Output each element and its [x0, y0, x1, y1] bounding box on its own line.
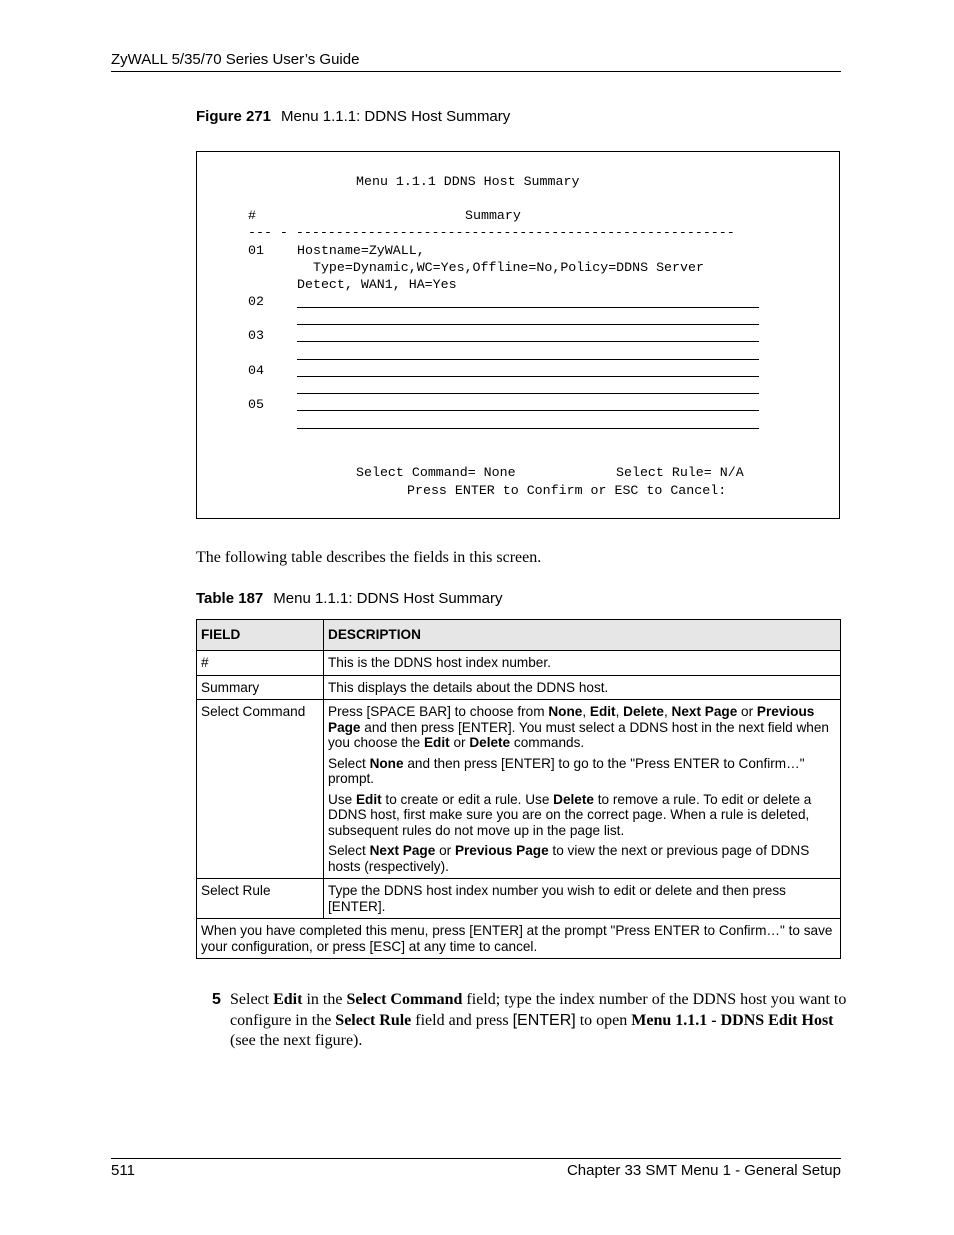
- table-row: [197, 651, 841, 676]
- empty-entry-line: [297, 376, 759, 377]
- row-summary-line: Type=Dynamic,WC=Yes,Offline=No,Policy=DDNS Server: [297, 260, 704, 275]
- intro-paragraph: The following table describes the fields in this screen.: [196, 549, 542, 566]
- step-5: [212, 990, 852, 1052]
- empty-entry-line: [297, 410, 759, 411]
- table-note: When you have completed this menu, press [ENTER] at the prompt "Press ENTER to Confirm…" to save your configuration, or press [ESC] at any time to cancel.: [197, 919, 841, 959]
- field-cell: Summary: [197, 675, 324, 700]
- screen-title: Menu 1.1.1 DDNS Host Summary: [356, 174, 580, 189]
- table-header-row: [197, 620, 841, 651]
- table-row: [197, 675, 841, 700]
- running-header: ZyWALL 5/35/70 Series User’s Guide: [111, 51, 360, 68]
- row-summary-line: Detect, WAN1, HA=Yes: [297, 277, 457, 292]
- empty-entry-line: [297, 393, 759, 394]
- row-summary-line: Hostname=ZyWALL,: [297, 243, 425, 258]
- description-cell: This displays the details about the DDNS host.: [324, 675, 841, 700]
- column-num-header: #: [248, 208, 256, 223]
- figure-label: Figure 271: [196, 108, 272, 125]
- table-row: [197, 700, 841, 879]
- select-rule-prompt: Select Rule= N/A: [616, 465, 744, 480]
- field-cell: Select Command: [197, 700, 324, 879]
- select-command-prompt: Select Command= None: [356, 465, 516, 480]
- description-column-header: DESCRIPTION: [324, 620, 841, 651]
- page-number: 511: [111, 1162, 135, 1179]
- field-cell: Select Rule: [197, 879, 324, 919]
- description-cell: [324, 700, 841, 879]
- row-number: 04: [248, 363, 264, 378]
- description-paragraph: Press [SPACE BAR] to choose from None, Edit, Delete, Next Page or Previous Page and then press [ENTER]. You must select a DDNS host in the next field when you choose the Edit or Delete commands.: [328, 704, 829, 750]
- empty-entry-line: [297, 428, 759, 429]
- table-label: Table 187: [196, 590, 264, 607]
- row-number: 02: [248, 294, 264, 309]
- step-number: 5: [212, 991, 221, 1008]
- field-column-header: FIELD: [197, 620, 324, 651]
- table-note-row: [197, 919, 841, 959]
- chapter-title: Chapter 33 SMT Menu 1 - General Setup: [566, 1162, 841, 1179]
- confirm-prompt: Press ENTER to Confirm or ESC to Cancel:: [407, 483, 727, 498]
- empty-entry-line: [297, 324, 759, 325]
- row-number: 05: [248, 397, 264, 412]
- description-cell: Type the DDNS host index number you wish to edit or delete and then press [ENTER].: [324, 879, 841, 919]
- figure-title: Menu 1.1.1: DDNS Host Summary: [281, 108, 511, 125]
- empty-entry-line: [297, 307, 759, 308]
- step-text: Select Edit in the Select Command field; type the index number of the DDNS host you want to configure in the Select Rule field and press [ENTER] to open Menu 1.1.1 - DDNS Edit Host (see the next figure).: [230, 991, 847, 1049]
- description-paragraph: Use Edit to create or edit a rule. Use Delete to remove a rule. To edit or delete a DDNS host, first make sure you are on the correct page. When a rule is deleted, subsequent rules do not move up in the page list.: [328, 791, 812, 838]
- empty-entry-line: [297, 341, 759, 342]
- table-caption: [196, 590, 503, 607]
- table-title: Menu 1.1.1: DDNS Host Summary: [273, 590, 503, 607]
- row-number: 03: [248, 328, 264, 343]
- description-cell: This is the DDNS host index number.: [324, 651, 841, 676]
- description-paragraph: Select None and then press [ENTER] to go to the "Press ENTER to Confirm…" prompt.: [328, 755, 805, 786]
- figure-caption: [196, 108, 510, 125]
- description-paragraph: Select Next Page or Previous Page to view the next or previous page of DDNS hosts (respectively).: [328, 843, 810, 874]
- header-separator: --- - -------------------------------------------------------: [248, 225, 735, 240]
- row-number: 01: [248, 243, 264, 258]
- smt-screen: [196, 151, 840, 519]
- header-rule: [111, 71, 841, 72]
- field-cell: #: [197, 651, 324, 676]
- field-description-table: [196, 619, 841, 959]
- footer-rule: [111, 1158, 841, 1159]
- empty-entry-line: [297, 359, 759, 360]
- table-row: [197, 879, 841, 919]
- column-summary-header: Summary: [465, 208, 521, 223]
